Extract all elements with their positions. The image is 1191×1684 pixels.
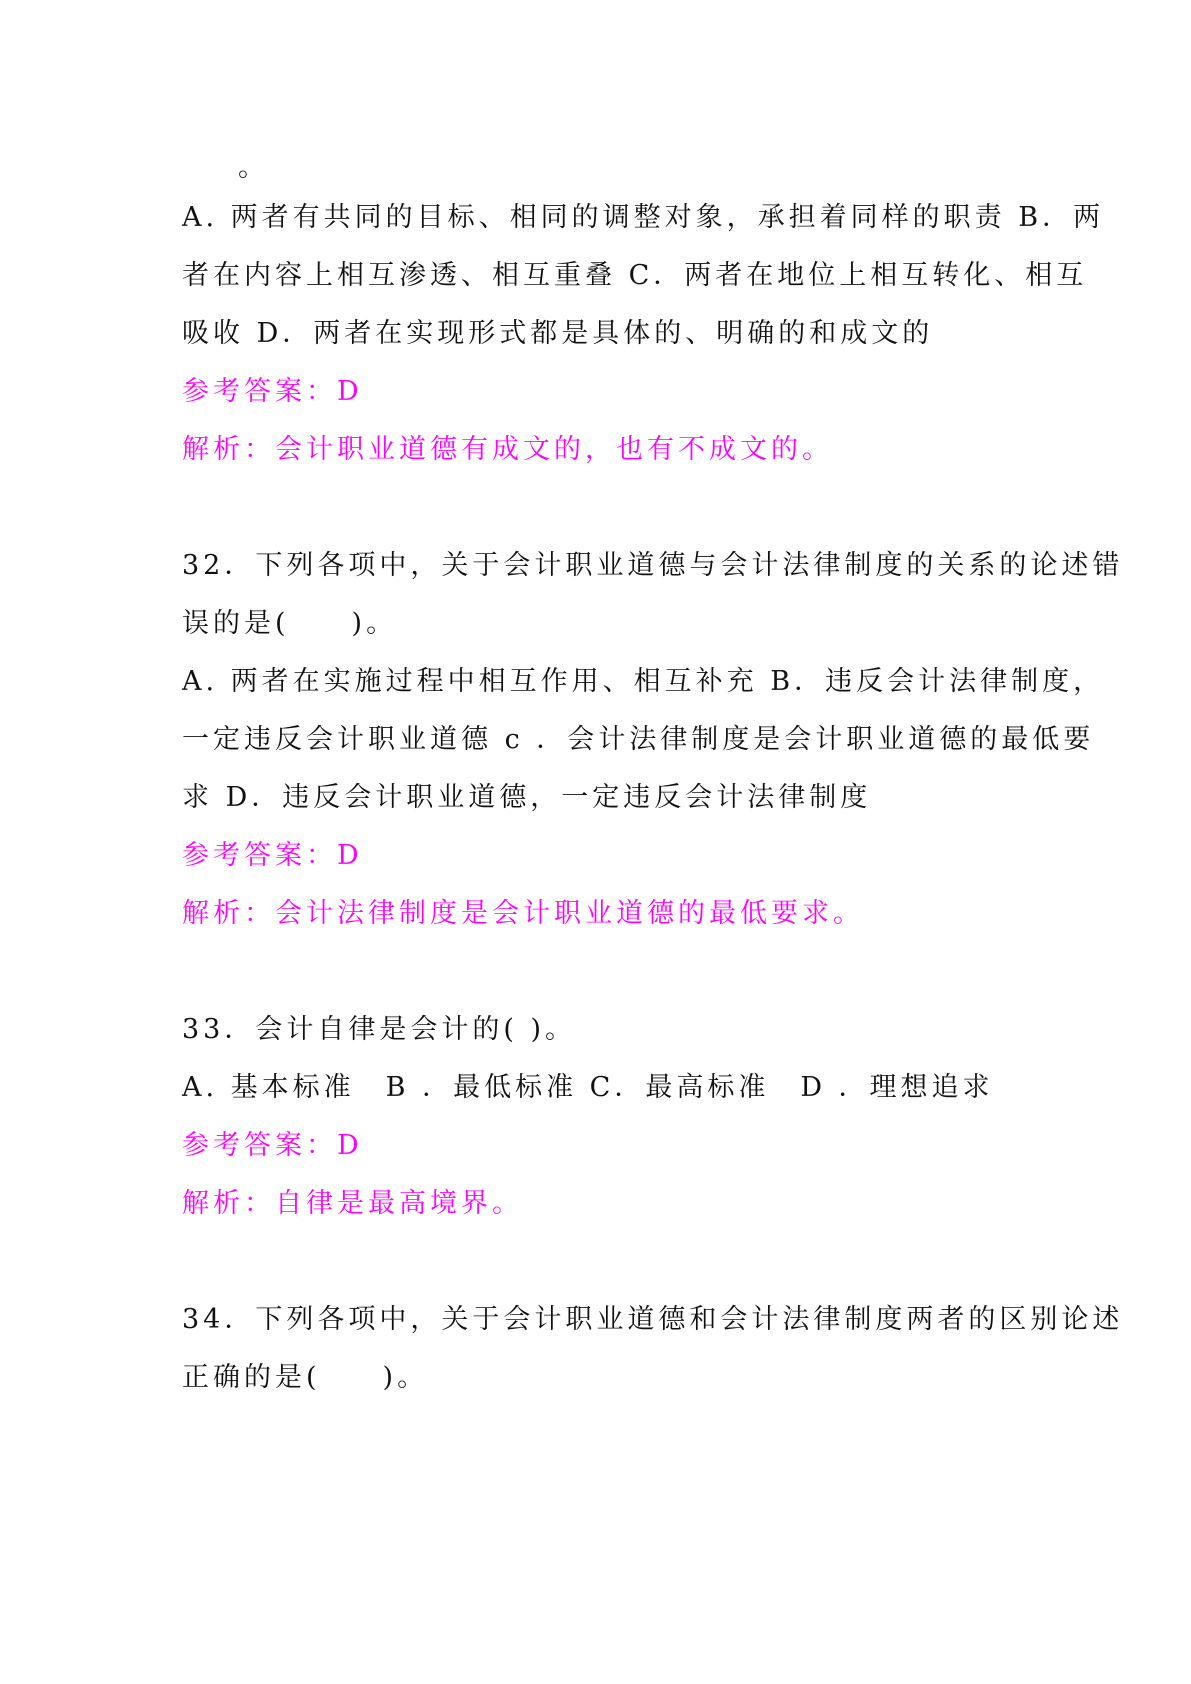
question-33-stem: 33．会计自律是会计的( )。 [182,1014,577,1045]
question-32-answer: 参考答案：D [182,840,363,871]
question-34-stem: 34．下列各项中，关于会计职业道德和会计法律制度两者的区别论述 [182,1304,1124,1335]
question-34-stem: 正确的是( )。 [182,1362,429,1393]
question-stem-tail: 。 [238,152,269,183]
question-32-options: 求 D．违反会计职业道德，一定违反会计法律制度 [182,782,872,813]
question-options-line: 吸收 D．两者在实现形式都是具体的、明确的和成文的 [182,318,934,349]
question-32-analysis: 解析：会计法律制度是会计职业道德的最低要求。 [182,898,864,929]
question-32-options: 一定违反会计职业道德 c ．会计法律制度是会计职业道德的最低要 [182,724,1095,755]
analysis-text: 解析：会计职业道德有成文的，也有不成文的。 [182,434,833,465]
question-32-stem: 32．下列各项中，关于会计职业道德与会计法律制度的关系的论述错 [182,550,1124,581]
question-32-stem: 误的是( )。 [182,608,398,639]
question-options-line: 者在内容上相互渗透、相互重叠 C．两者在地位上相互转化、相互 [182,260,1088,291]
question-33-analysis: 解析：自律是最高境界。 [182,1188,523,1219]
question-options-line: A. 两者有共同的目标、相同的调整对象，承担着同样的职责 B．两 [182,202,1105,233]
question-33-answer: 参考答案：D [182,1130,363,1161]
question-32-options: A. 两者在实施过程中相互作用、相互补充 B．违反会计法律制度， [182,666,1105,697]
question-33-options: A. 基本标准 B ．最低标准 C．最高标准 D ．理想追求 [182,1072,994,1103]
answer-text: 参考答案：D [182,376,363,407]
